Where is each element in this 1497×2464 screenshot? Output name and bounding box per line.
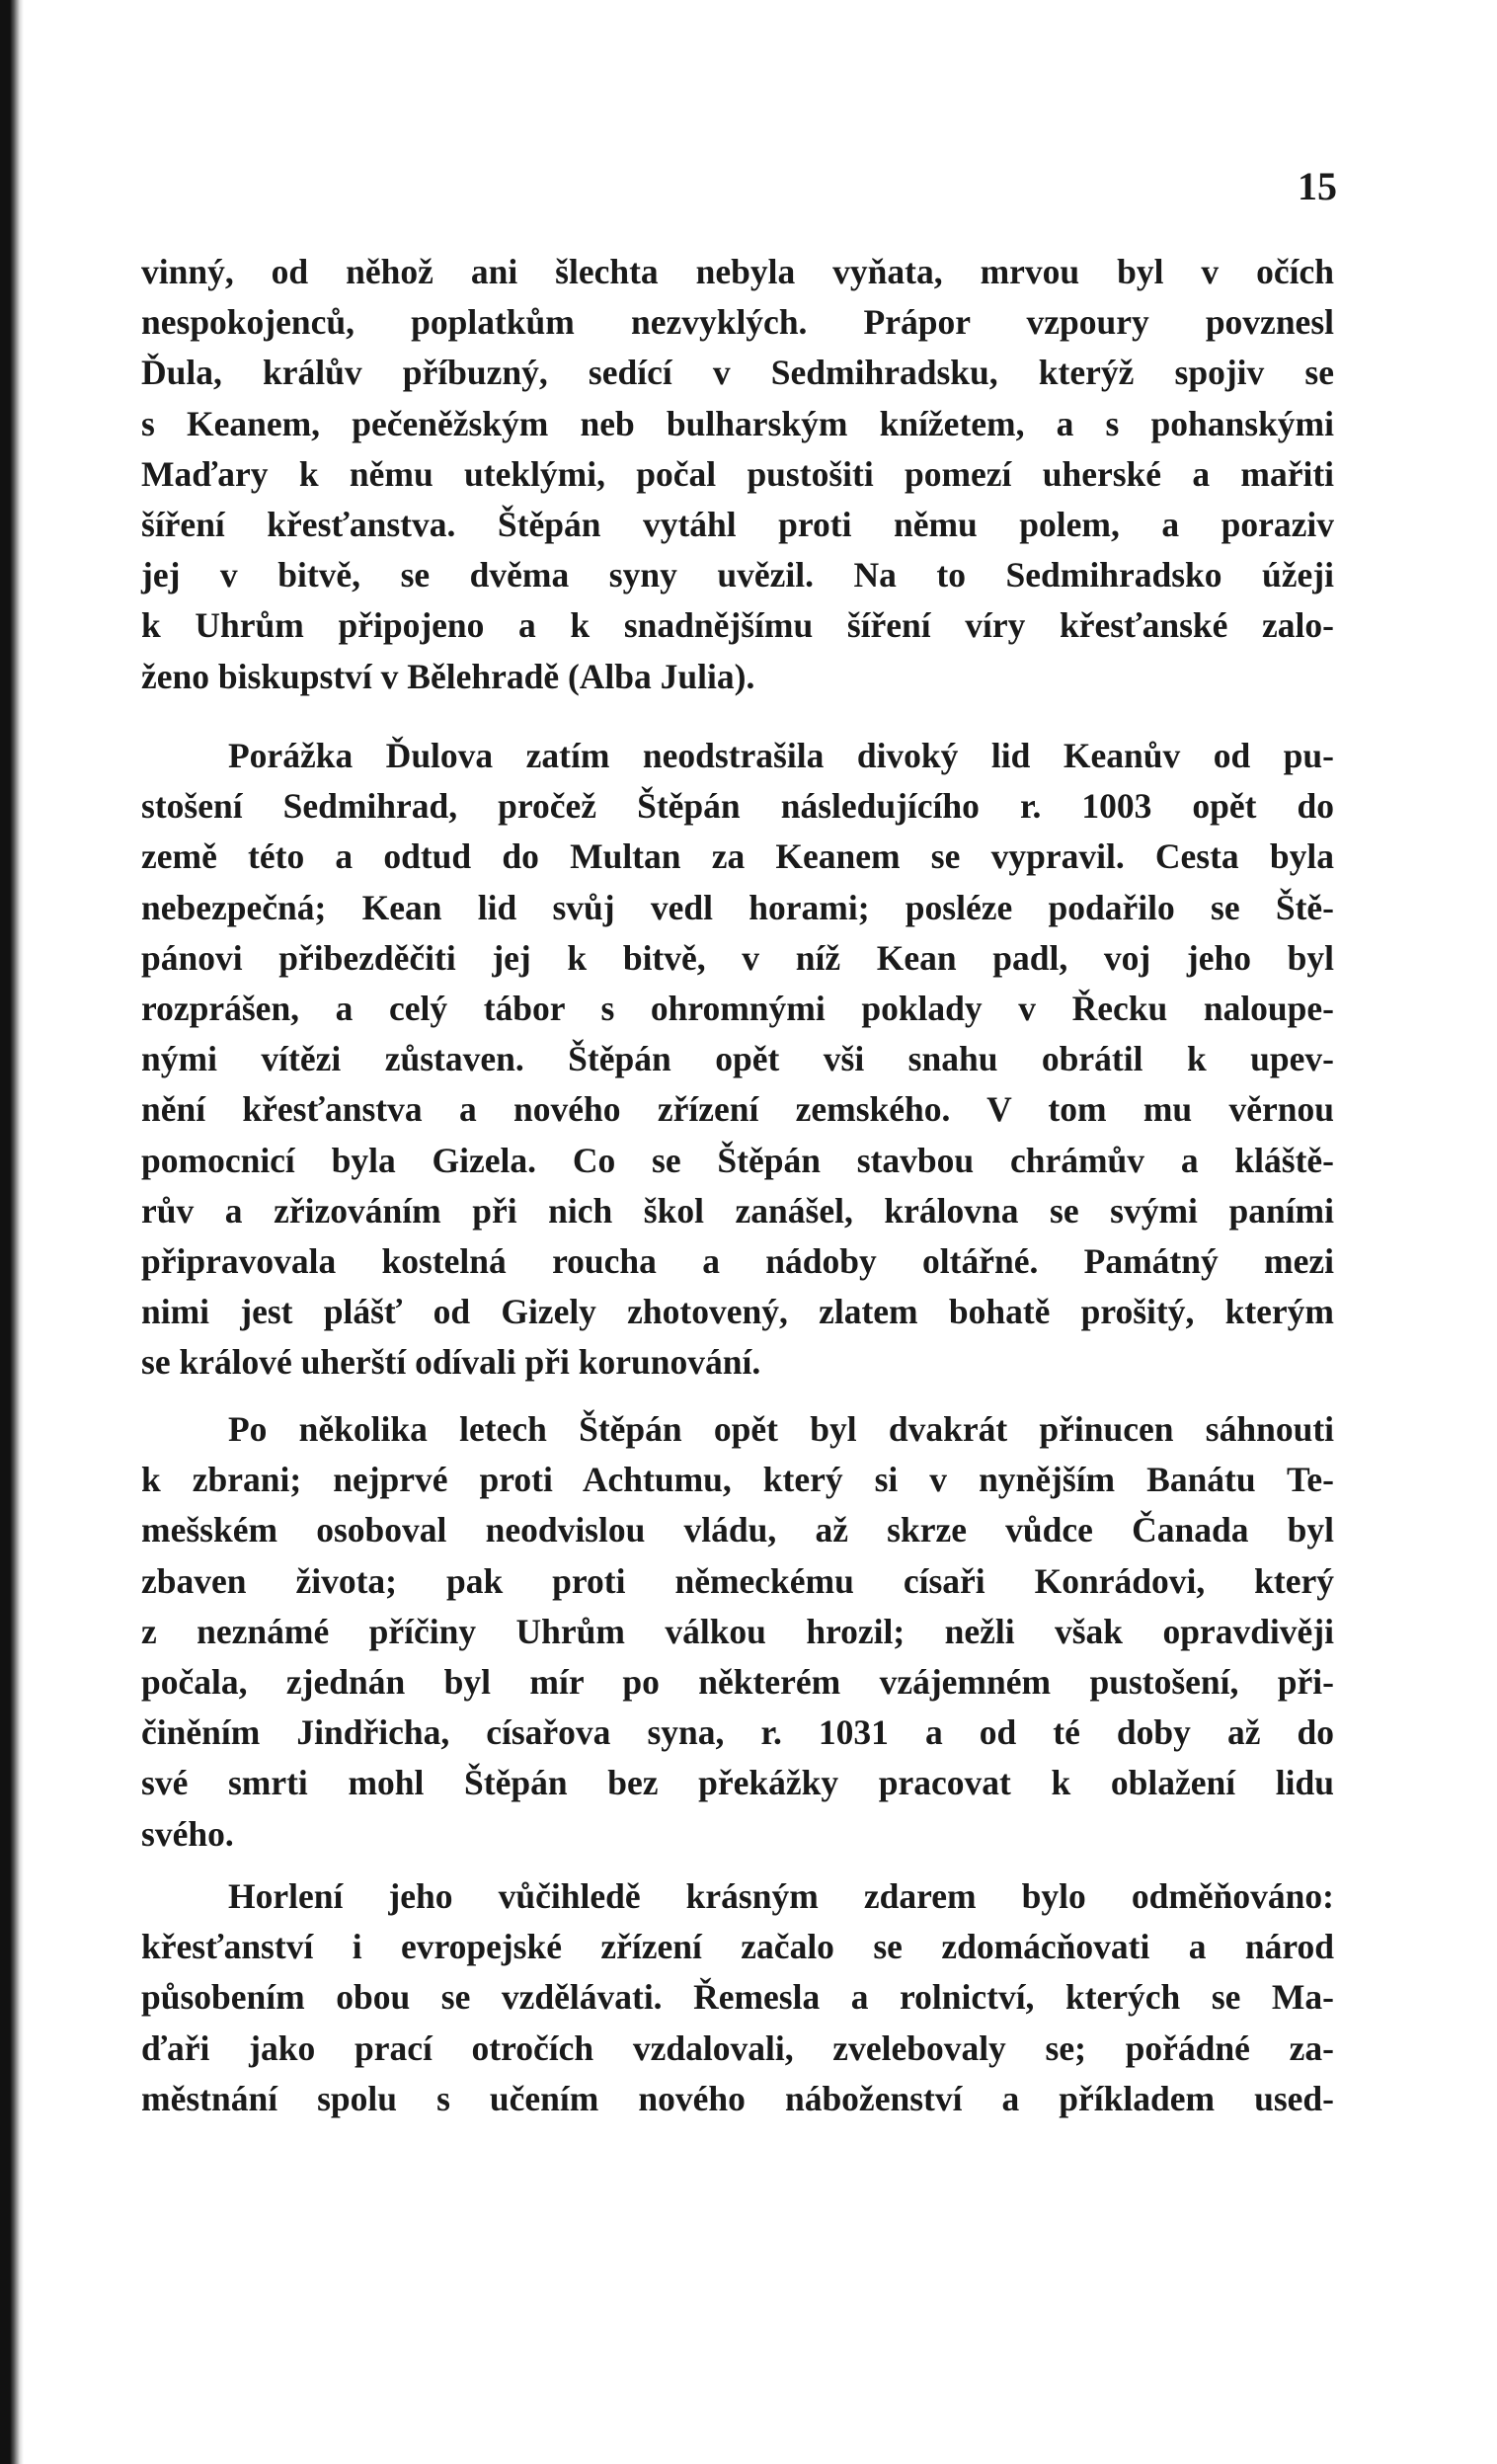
text-line: Po několika letech Štěpán opět byl dvakrát přinucen sáhnouti xyxy=(228,1409,1334,1449)
text-line: Porážka Ďulova zatím neodstrašila divoký lid Keanův od pu- xyxy=(228,736,1334,775)
text-line: zbaven života; pak proti německému císaři Konrádovi, který xyxy=(141,1560,1334,1601)
text-line: k zbrani; nejprvé proti Achtumu, který si v nynějším Banátu Te- xyxy=(141,1460,1334,1500)
text-line: nění křesťanstva a nového zřízení zemského. V tom mu věrnou xyxy=(141,1089,1334,1130)
text-line: Maďary k němu uteklými, počal pustošiti pomezí uherské a mařiti xyxy=(141,453,1334,494)
text-line: křesťanství i evropejské zřízení začalo se zdomácňovati a národ xyxy=(141,1927,1334,1967)
text-line: nespokojenců, poplatkům nezvyklých. Prápor vzpoury povznesl xyxy=(141,302,1334,343)
text-line: se králové uherští odívali při korunování. xyxy=(141,1342,761,1383)
text-line: působením obou se vzdělávati. Řemesla a rolnictví, kterých se Ma- xyxy=(141,1977,1334,2018)
text-line: nimi jest plášť od Gizely zhotovený, zlatem bohatě prošitý, kterým xyxy=(141,1292,1334,1332)
text-line: Horlení jeho vůčihledě krásným zdarem bylo odměňováno: xyxy=(228,1876,1334,1916)
text-line: Ďula, králův příbuzný, sedící v Sedmihradsku, kterýž spojiv se xyxy=(141,353,1334,393)
text-line: k Uhrům připojeno a k snadnějšímu šíření víry křesťanské zalo- xyxy=(141,605,1334,646)
paragraph-4 xyxy=(141,1871,1334,2124)
text-line: nebezpečná; Kean lid svůj vedl horami; posléze podařilo se Ště- xyxy=(141,887,1334,927)
text-line: nými vítězi zůstaven. Štěpán opět vši snahu obrátil k upev- xyxy=(141,1039,1334,1079)
text-line: ženo biskupství v Bělehradě (Alba Julia). xyxy=(141,656,755,696)
paragraph-1 xyxy=(141,247,1334,702)
text-line: připravovala kostelná roucha a nádoby oltářné. Památný mezi xyxy=(141,1241,1334,1282)
page-number: 15 xyxy=(1298,164,1337,208)
text-line: činěním Jindřicha, císařova syna, r. 1031 a od té doby až do xyxy=(141,1712,1334,1753)
text-line: země této a odtud do Multan za Keanem se vypravil. Cesta byla xyxy=(141,836,1334,877)
paragraph-3 xyxy=(141,1404,1334,1860)
text-line: své smrti mohl Štěpán bez překážky pracovat k oblažení lidu xyxy=(141,1763,1334,1803)
text-line: z neznámé příčiny Uhrům válkou hrozil; nežli však opravdivěji xyxy=(141,1611,1334,1651)
text-line: svého. xyxy=(141,1813,234,1854)
text-line: stošení Sedmihrad, pročež Štěpán následujícího r. 1003 opět do xyxy=(141,786,1334,827)
text-line: pánovi přibezděčiti jej k bitvě, v níž Kean padl, voj jeho byl xyxy=(141,937,1334,978)
text-line: jej v bitvě, se dvěma syny uvězil. Na to Sedmihradsko úžeji xyxy=(141,555,1334,596)
text-line: šíření křesťanstva. Štěpán vytáhl proti němu polem, a poraziv xyxy=(141,505,1334,545)
page-binding-edge xyxy=(0,0,24,2464)
text-line: městnání spolu s učením nového náboženství a příkladem used- xyxy=(141,2078,1334,2118)
text-line: rův a zřizováním při nich škol zanášel, královna se svými paními xyxy=(141,1190,1334,1231)
text-line: pomocnicí byla Gizela. Co se Štěpán stavbou chrámův a kláště- xyxy=(141,1140,1334,1180)
text-line: mešském osoboval neodvislou vládu, až skrze vůdce Čanada byl xyxy=(141,1510,1334,1550)
text-line: vinný, od něhož ani šlechta nebyla vyňata, mrvou byl v očích xyxy=(141,252,1334,291)
text-line: s Keanem, pečeněžským neb bulharským knížetem, a s pohanskými xyxy=(141,403,1334,443)
text-line: ďaři jako prací otročích vzdalovali, zvelebovaly se; pořádné za- xyxy=(141,2027,1334,2068)
text-line: počala, zjednán byl mír po některém vzájemném pustošení, při- xyxy=(141,1662,1334,1703)
text-line: rozprášen, a celý tábor s ohromnými poklady v Řecku naloupe- xyxy=(141,989,1334,1029)
paragraph-2 xyxy=(141,731,1334,1389)
